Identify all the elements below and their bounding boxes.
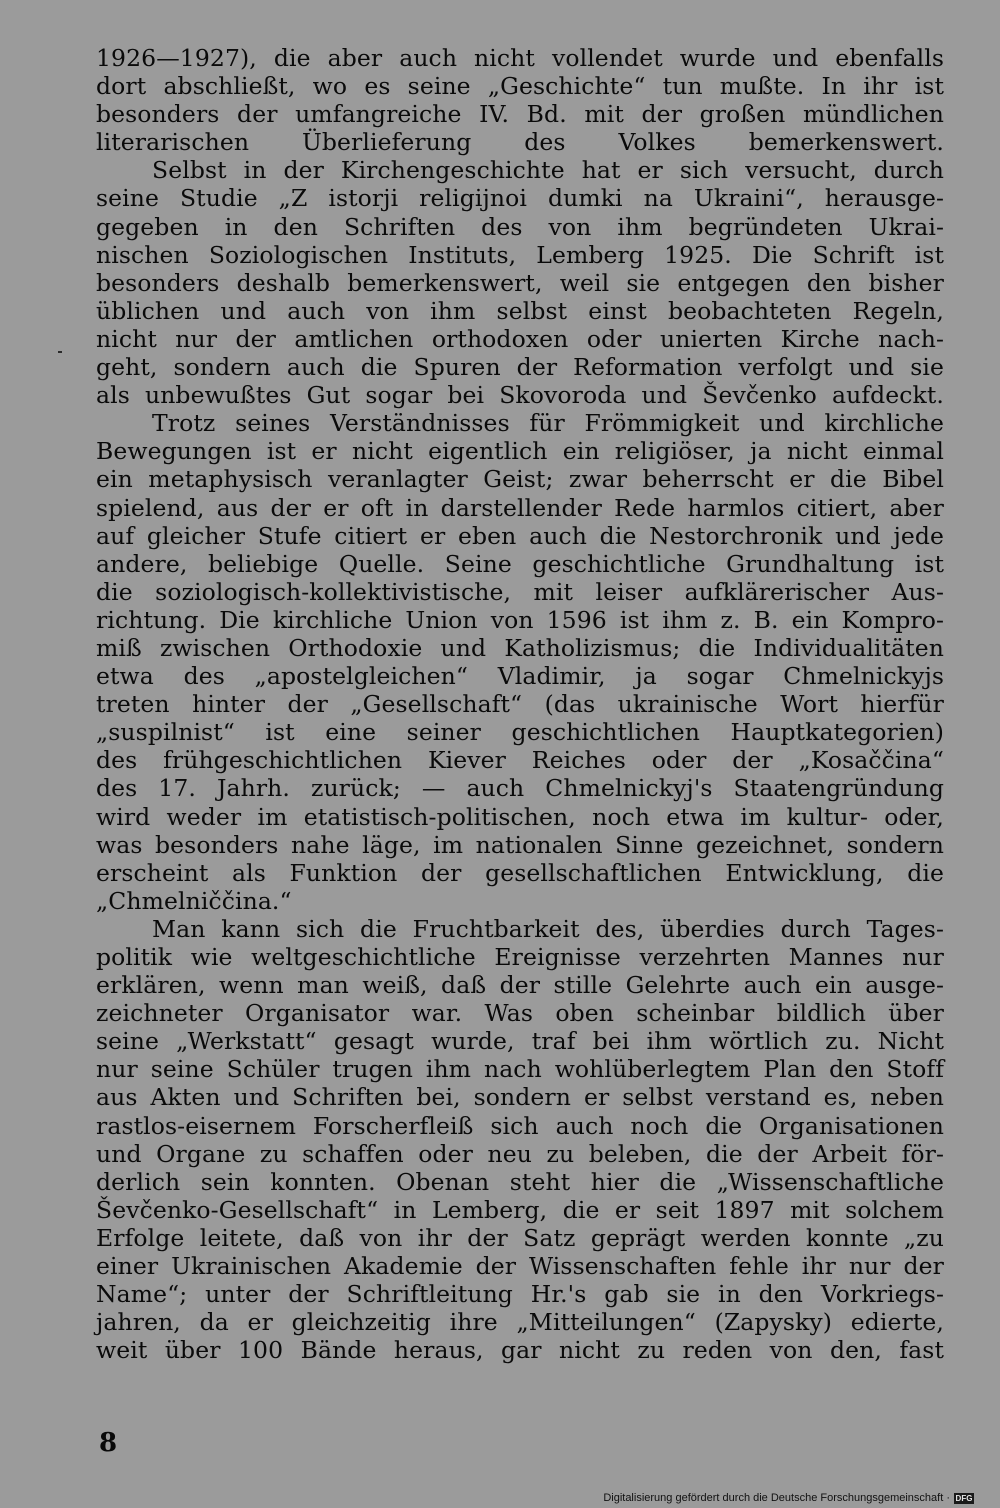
text-line: jahren, da er gleichzeitig ihre „Mitteilungen“ (Zapysky) edierte, [96, 1308, 944, 1337]
text-line: politik wie weltgeschichtliche Ereignisse verzehrten Mannes nur [96, 943, 944, 971]
text-line: „Chmelniččina.“ [96, 886, 292, 915]
text-line: nischen Soziologischen Instituts, Lemberg 1925. Die Schrift ist [96, 240, 944, 269]
paragraph-2 [96, 156, 944, 409]
text-line: aus Akten und Schriften bei, sondern er selbst verstand es, neben [96, 1083, 944, 1112]
text-line: richtung. Die kirchliche Union von 1596 ist ihm z. B. ein Kompro- [96, 605, 944, 634]
text-line: Bewegungen ist er nicht eigentlich ein religiöser, ja nicht einmal [96, 437, 944, 466]
text-line: geht, sondern auch die Spuren der Reformation verfolgt und sie [96, 353, 944, 382]
dfg-logo: DFG [955, 1493, 973, 1503]
text-line: Selbst in der Kirchengeschichte hat er sich versucht, durch [152, 156, 944, 185]
paragraph-1 [96, 44, 944, 156]
text-line: wird weder im etatistisch-politischen, noch etwa im kultur- oder, [96, 802, 944, 831]
text-line: andere, beliebige Quelle. Seine geschichtliche Grundhaltung ist [96, 549, 944, 578]
text-line: was besonders nahe läge, im nationalen Sinne gezeichnet, sondern [96, 830, 944, 859]
text-line: rastlos-eisernem Forscherfleiß sich auch noch die Organisationen [96, 1111, 944, 1140]
margin-mark [58, 351, 62, 353]
text-line: spielend, aus der er oft in darstellender Rede harmlos citiert, aber [96, 493, 944, 522]
text-line: derlich sein konnten. Obenan steht hier die „Wissenschaftliche [96, 1167, 944, 1196]
text-line: literarischen Überlieferung des Volkes bemerkenswert. [96, 128, 944, 157]
text-line: miß zwischen Orthodoxie und Katholizismus; die Individualitäten [96, 633, 944, 662]
text-line: erscheint als Funktion der gesellschaftlichen Entwicklung, die [96, 858, 944, 887]
text-line: seine „Werkstatt“ gesagt wurde, traf bei ihm wörtlich zu. Nicht [96, 1027, 944, 1056]
text-line: „suspilnist“ ist eine seiner geschichtlichen Hauptkategorien) [96, 718, 944, 747]
text-line: besonders deshalb bemerkenswert, weil sie entgegen den bisher [96, 268, 944, 297]
text-line: dort abschließt, wo es seine „Geschichte“ tun mußte. In ihr ist [96, 72, 944, 101]
text-line: einer Ukrainischen Akademie der Wissenschaften fehle ihr nur der [96, 1252, 944, 1281]
text-line: erklären, wenn man weiß, daß der stille Gelehrte auch ein ausge- [96, 971, 944, 1000]
text-line: als unbewußtes Gut sogar bei Skovoroda und Ševčenko aufdeckt. [96, 381, 944, 410]
text-line: ein metaphysisch veranlagter Geist; zwar beherrscht er die Bibel [96, 465, 944, 494]
footer-text: Digitalisierung gefördert durch die Deutsche Forschungsgemeinschaft · [603, 1492, 950, 1504]
text-line: seine Studie „Z istorji religijnoi dumki na Ukraini“, herausge- [96, 184, 944, 213]
text-line: Name“; unter der Schriftleitung Hr.'s gab sie in den Vorkriegs- [96, 1280, 944, 1309]
text-line: etwa des „apostelgleichen“ Vladimir, ja sogar Chmelnickyjs [96, 662, 944, 691]
text-line: nur seine Schüler trugen ihm nach wohlüberlegtem Plan den Stoff [96, 1055, 944, 1084]
text-line: zeichneter Organisator war. Was oben scheinbar bildlich über [96, 999, 944, 1028]
text-line: 1926—1927), die aber auch nicht vollendet wurde und ebenfalls [96, 44, 944, 72]
text-line: Man kann sich die Fruchtbarkeit des, überdies durch Tages- [152, 914, 944, 943]
text-line: des 17. Jahrh. zurück; — auch Chmelnickyj's Staatengründung [96, 774, 944, 803]
page-body [96, 44, 944, 1364]
text-line: Ševčenko-Gesellschaft“ in Lemberg, die er seit 1897 mit solchem [96, 1195, 944, 1224]
text-line: weit über 100 Bände heraus, gar nicht zu reden von den, fast [96, 1336, 944, 1365]
text-line: gegeben in den Schriften des von ihm begründeten Ukrai- [96, 212, 944, 241]
text-line: üblichen und auch von ihm selbst einst beobachteten Regeln, [96, 296, 944, 325]
text-line: und Organe zu schaffen oder neu zu beleben, die der Arbeit för- [96, 1139, 944, 1168]
text-line: besonders der umfangreiche IV. Bd. mit der großen mündlichen [96, 100, 944, 129]
digitization-footer [603, 1492, 974, 1504]
text-line: des frühgeschichtlichen Kiever Reiches oder der „Kosaččina“ [96, 746, 944, 775]
paragraph-3 [96, 409, 944, 915]
text-line: Erfolge leitete, daß von ihr der Satz geprägt werden konnte „zu [96, 1223, 944, 1252]
text-line: nicht nur der amtlichen orthodoxen oder unierten Kirche nach- [96, 324, 944, 353]
page-number: 8 [99, 1428, 118, 1458]
text-line: auf gleicher Stufe citiert er eben auch die Nestorchronik und jede [96, 521, 944, 550]
text-line: die soziologisch-kollektivistische, mit leiser aufklärerischer Aus- [96, 577, 944, 606]
text-line: treten hinter der „Gesellschaft“ (das ukrainische Wort hierfür [96, 690, 944, 719]
text-line: Trotz seines Verständnisses für Frömmigkeit und kirchliche [152, 409, 944, 438]
paragraph-4 [96, 915, 944, 1365]
